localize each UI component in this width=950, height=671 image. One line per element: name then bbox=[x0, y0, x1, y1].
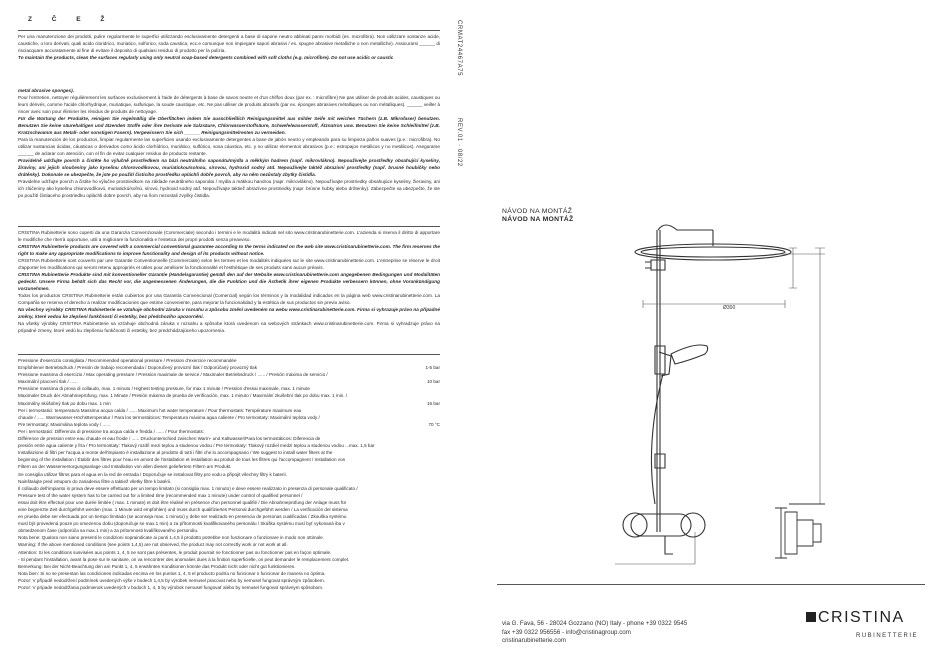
spec-text: Attention: Si les conditions susvisées aux points 1, 4, 5 ne sont pas présentes, le produit pourrait ne fonctionner pas ou fonctionner pas en façon optimale. bbox=[18, 549, 332, 555]
divider bbox=[18, 354, 440, 355]
spec-line bbox=[18, 577, 440, 584]
spec-text: Pressione d'esercizio consigliata / Recommended operational pressure / Pression d'exercice recommandée bbox=[18, 358, 237, 363]
care-para-es: Para la manutención de los productos, limpiar regularmente las superficies usando exclusivamente detergentes a base de jabón neutro y empleando para su limpieza paños suaves (p.e.: microfibra). No utilizar sustancias ácidas, cáusticas o derivados como ácido clorhídrico, muriático, sulfúrico, sosa cáustica, etc. y no utilizar elementos abrasivos (p.e.: estropajos metálicos y no metálicos). Asegurarse ______ de aclarar con atención, con el fin de evitar cualquier residuo de producto restante. bbox=[18, 137, 440, 156]
dim-height bbox=[815, 248, 825, 504]
warranty-para-sk: Na všetky výrobky CRISTINA Rubinetterie sa vzťahuje obchodná záruka v rozsahu a spôsobe ktorá uvedenom na webových stránkach www.cristinarubinetterie.com. Firma si vyhradzuje právo na prípadné zmeny, ktoré vedú ku zlepšeniu funkčnosti či estetiky, bez predchádzajúceho upozornenia. bbox=[18, 321, 440, 333]
brand-subtitle: RUBINETTERIE bbox=[856, 633, 919, 639]
spec-text: eine begrenzte Zeit durchgeführt werden (max. 1 Minute wird empfohlen) und muss durch qualifiziertes Personal durchgeführt werden / La verificación del sistema bbox=[18, 506, 348, 512]
spec-text: Nainštalujte pred vstupom do zariadenia filtre a taktiež všetky filtre k batérii. bbox=[18, 478, 172, 484]
warranty-para-fr: CRISTINA Rubinetterie sont couverts par une Garantie Conventionnelle (Commerciale) selon les termes et les modalités indiquées sur le site www.cristinarubinetterie.com. L'entreprise se réserve le droit d'apporter les modifications qui seront retenu appropriés et utiles pour améliorer la fonctionnalité et l'esthétique de ses produits sans aucun préavis. bbox=[18, 258, 440, 270]
spec-value: 16 bar bbox=[426, 400, 440, 406]
dim-head-width bbox=[643, 300, 785, 308]
spec-line bbox=[18, 364, 440, 371]
spec-text: Maximaler Druck der Abnahmeprüfung, max. 1 Minute / Presión máxima de prueba de verificación, max. 1 minuto / Maximální zkušební tlak po dobu max. 1 min. / bbox=[18, 393, 348, 399]
spec-value: 1-5 bar bbox=[425, 365, 440, 371]
spec-line bbox=[18, 392, 440, 399]
spec-list bbox=[18, 357, 440, 591]
website: cristinarubinetterie.com bbox=[502, 637, 566, 645]
spec-text: Per i termostatici: temperatura Massima acqua calda / ...... Maximum hot water temperature / Pour thermostats: Température maximum eau bbox=[18, 407, 302, 413]
spec-text: essai doit être effectué pour une durée limitée ( max. 1 minute) et doit être réalisé en présence d'un personnel qualifié / Die Abnahmeprüfung der Anlage muss für bbox=[18, 499, 347, 505]
spec-line bbox=[18, 563, 440, 570]
spec-value: 70 °C bbox=[428, 421, 440, 427]
head-width-label: Ø300 bbox=[723, 305, 736, 311]
care-para-en: To maintain the products, clean the surfaces regularly using only neutral soap-based detergents combined with soft cloths (e.g. microfibre). Do not use acidic or caustic bbox=[18, 55, 394, 60]
spec-text: presión entre agua caliente y fría / Pro termostaty: Tlakový rozdíl mezi teplou a studenou vodou / Pre termostaty: Tlakový rozdiel medzi teplou a studenou vodou ...max. 1,5 bar bbox=[18, 443, 375, 449]
spec-line bbox=[18, 485, 440, 492]
spec-text: en prueba debe ser efectuada por un tiempo limitado (se aconseja max. 1 minuto) y debe ser realizado en presencia de personas cualificadas / Zkouška systému bbox=[18, 514, 347, 520]
spec-line bbox=[18, 435, 440, 442]
instructions-line1: NÁVOD NA MONTÁŽ bbox=[502, 208, 573, 215]
warranty-section bbox=[18, 224, 440, 334]
instructions-line2: NÁVOD NA MONTÁŽ bbox=[502, 216, 574, 223]
spec-line bbox=[18, 449, 440, 456]
spec-text: Pozor: V případě nedodržení podmínek uvedených výše v bodech 1,4,5 by výrobek nemusel pracovat nebo by nemusel fungovat správným způsobem. bbox=[18, 577, 325, 583]
care-para-en-end: metal abrasive sponges). bbox=[18, 88, 75, 93]
spec-line bbox=[18, 478, 440, 485]
spec-text: Pre termostaty: Maximálna teplota vody / ...... bbox=[18, 421, 111, 427]
spec-line bbox=[18, 513, 440, 520]
spec-line bbox=[18, 527, 440, 534]
spec-text: Per i termostatici: Differenza di pressione tra acqua calda e fredda / ...... / Pour thermostats: bbox=[18, 428, 205, 434]
spec-text: Maximální pracovní tlak / ...... bbox=[18, 379, 78, 385]
spec-line bbox=[18, 442, 440, 449]
spec-text: obmedzenom čase (odporúča sa max.1 min) a za prítomnosti kvalifikovaného personálu. bbox=[18, 528, 199, 534]
spec-line bbox=[18, 378, 440, 385]
spec-line bbox=[18, 407, 440, 414]
doc-code-vertical bbox=[452, 20, 466, 210]
spec-value: 10 bar bbox=[426, 379, 440, 385]
warranty-para-it: CRISTINA Rubinetterie sono coperti da una Garanzia Convenzionale (Commerciale) secondo i termini e le modalità indicati nel sito www.cristinarubinetterie.com. L'azienda si riserva il diritto di apportare le modifiche che riterrà opportune, utili a migliorare la funzionalità e l'estetica dei propri prodotti senza preavviso. bbox=[18, 230, 440, 242]
spec-line bbox=[18, 534, 440, 541]
contact-info bbox=[502, 620, 687, 646]
specs-section bbox=[18, 352, 440, 591]
spec-text: Pressione massima di esercizio / Max operating pressure / Pression maximale de service / Maximaler Betriebsdruck / ...... / Presión máxima de servicio / bbox=[18, 372, 328, 378]
shower-diagram bbox=[495, 224, 935, 584]
spec-line bbox=[18, 428, 440, 435]
spec-text: Bemerkung: Bei der Nicht-Beachtung den am Punkt 1, 4, 5 erwähnten Konditionen könnte das Produkt nicht oder nicht gut funktionieren. bbox=[18, 563, 296, 569]
spec-line bbox=[18, 400, 440, 407]
side-detail-view bbox=[775, 504, 825, 558]
address: via G. Fava, 56 - 28024 Gozzano (NO) Italy - phone +39 0322 9545 bbox=[502, 620, 688, 627]
spec-text: Il collaudo dell'impianto in prova deve essere effettuato per un tempo limitato (si consiglia max. 1 minuto) e deve essere realizzato in presenza di personale qualificato / bbox=[18, 485, 358, 491]
spec-text: Empfohlener Betriebsdruck / Presión de trabajo recomendada / Doporučený provozní tlak / Odporúčaný provozný tlak bbox=[18, 365, 258, 371]
spec-line bbox=[18, 414, 440, 421]
language-header: Z Č E Ž bbox=[28, 16, 114, 23]
spec-line bbox=[18, 549, 440, 556]
mixer-body bbox=[631, 514, 691, 536]
logo-square-icon bbox=[806, 612, 816, 622]
diverter-knob bbox=[651, 260, 665, 270]
spec-text: Pozor: V prípade nedodržania podmienok uvedených v bodoch 1, 4, 5 by výrobok nemusel fungovať alebo by nemusel fungovať správnym spôsobom. bbox=[18, 585, 324, 590]
spec-text: chaude / ...... Warmwasser-Höchsttemperatur / Para los termostáticos: Temperatura máxima agua caliente / Pro termostaty: Maximální teplota vody / bbox=[18, 414, 320, 420]
warranty-para-cz: Na všechny výrobky CRISTINA Rubinetterie se vztahuje obchodní záruka v rozsahu a způsobu změní uvedeném na webu www.cristinarubinetterie.com. Firma si vyhrazuje právo na případné změny, které vedou ke zlepšení funkčnosti či estetiky, bez předchozího upozornění. bbox=[18, 307, 440, 319]
spec-line bbox=[18, 385, 440, 392]
spec-line bbox=[18, 584, 440, 591]
spec-line bbox=[18, 506, 440, 513]
spec-line bbox=[18, 463, 440, 470]
spec-line bbox=[18, 421, 440, 428]
spec-text: Pressure test of the water system has to be carried out for a limited time (recommended max 1 minute) under control of qualified personnel / bbox=[18, 492, 303, 498]
spec-line bbox=[18, 541, 440, 548]
hand-shower-icon bbox=[671, 345, 708, 364]
spec-text: Filtern an der Wasserversorgungsanlage und Installation von allen diesen geliefertem Filtern am Produkt. bbox=[18, 464, 232, 470]
shower-arm bbox=[658, 225, 713, 230]
care-section bbox=[18, 14, 440, 199]
warranty-para-es: Todos los productos CRISTINA Rubinetterie están cubiertos por una Garantía Convencional (Comercial) según los términos y la modalidad indicados en la página web www.cristinarubinetterie.com. La Compañía se reserva el derecho a realizar modificaciones que estime conveniente, para mejorar la funcionalidad y la estética de sus productos sin previo aviso. bbox=[18, 293, 440, 305]
spec-line bbox=[18, 357, 440, 364]
spec-text: beginning of the installation / Établir des filtres pour l'eau en amont de l'installation et installation au produit de tous les filtres qui l'accompagnent / Installation von bbox=[18, 457, 346, 463]
care-para-fr: Pour l'entretien, nettoyer régulièrement les surfaces exclusivement à l'aide de détergents à base de savon neutre et d'un chiffon doux (par ex. : microfibre) Ne pas utiliser de produits acides, caustiques ou leurs dérivés, comme l'acide chlorhydrique, muriatique, sulfurique, la soude caustique, etc. Ne pas utiliser de produits abrasifs (par ex. éponges abrasives métalliques ou non métalliques). ______ veiller à rincer avec soin pour éliminer les résidus de produits de nettoyage. bbox=[18, 95, 440, 114]
spec-text: Nota bien: Si no se presentan las condiciones indicadas encima en los puntos 1, 4, 5 el producto podría no funcionar o funcionar de manera no óptima. bbox=[18, 570, 326, 576]
care-para-de: Für die Wartung der Produkte, reinigen Sie regelmäßig die Oberflächen indem Sie ausschließlich Reinigungsmittel aus milder Seife mit weichen Tüchern (z.B. Mikrofaser) benutzen. Benutzen Sie keine säurehaltigen und ätzenden Stoffe oder ihre Derivate wie Salzsäure, Chlorwasserstoffsäure, Schwefelwasserstoff, Ätznatron usw. Benutzen Sie keine Schleifmittel (z.B. Kratzschwamm aus Metall- oder sonstigen Fasern). Vergewissern Sie sich ______ Reinigungsmittelresten zu vermeiden. bbox=[18, 116, 440, 135]
spec-text: Différence de pression entre eau chaude et eau froide / ...... Druckunterschied zwischen Warm- und Kaltwasser/Para los termostáticos: Diferencia de bbox=[18, 436, 321, 442]
spec-line bbox=[18, 471, 440, 478]
spec-line bbox=[18, 456, 440, 463]
spec-text: Nota bene: Qualora non siano presenti le condizioni sopraindicate ai punti 1,4,5 il prodotto potrebbe non funzionare o funzionare in modo non ottimale. bbox=[18, 535, 324, 541]
spec-line bbox=[18, 492, 440, 499]
divider bbox=[18, 226, 440, 227]
brand-name: CRISTINA bbox=[818, 609, 905, 626]
spec-line bbox=[18, 520, 440, 527]
spec-text: Maximálny skúšobný tlak po dobu max. 1 min bbox=[18, 400, 111, 406]
spec-text: Pressione massima di prova di collaudo, max. 1 minuto / Highest testing pressure, for max 1 minute / Pression d'essai maximale, max. 1 minute bbox=[18, 386, 310, 392]
spec-line bbox=[18, 499, 440, 506]
instructions-title bbox=[502, 208, 573, 224]
care-para-sk: Pravidelne udržujte povrch a čistite ho výlučne prostriedkom na základe neutrálneho saponátu / mydla a mäkkou handrou (napr. mikrovlákno). Nepoužívajte prostriedky obsahujúce kyseliny, žieraviny, ani ich zlúčeniny ako kyselinu chlorovodíkovú, muriatickú/soľnú, sírovú, hydroxid sodný atď. Nepoužívajte taktiež abrazívne prostriedky (napr. brúsne hubky alebo drôtenky). Zabezpečte sa ubezpečte, že ste po použití čistiaceho prostriedku opláchli dobre povrch, aby na ňom nezostali zvyšky čistidla. bbox=[18, 179, 440, 198]
spec-text: musí být provedená pouze po omezenou dobu (doporučuje se max.1 min) a za přítomnosti kvalifikovaného personálu / Skúška systému musí byť vykonaná iba v bbox=[18, 521, 345, 527]
spec-line bbox=[18, 570, 440, 577]
care-para-cz: Pravidelně udržujte povrch a čistěte ho výlučně prostředkem na bázi neutrálního saponátu/mýdla a měkkým hadrem (např. mikrovlákno). Nepoužívejte prostředky obsahující kyseliny, žíraviny, ani jejich sloučeniny jako kyselinu chlorovodíkovou, muriatickou/solnou, sírovou, hydroxid sodný atd. Nepoužívejte taktéž abrazivní prostředky (např. brusné houbičky nebo drátěnky). Dokonale se ubezpečte, že jste po použití čisticího prostředku opláchli dobře povrch, aby na něm nezůstaly zbytky čistidla. bbox=[18, 158, 440, 177]
footer-divider bbox=[497, 584, 925, 585]
revision: REV.01 · 08/22 bbox=[456, 118, 462, 167]
doc-code: CRMAT24467A75 bbox=[456, 20, 462, 77]
spec-text: Se consiglia utilizar filtros para el agua en la red de entrada / Doporučuje se instalovat filtry pro vodu a připojit všechny filtry k baterii. bbox=[18, 471, 287, 477]
spec-text: Installazione di filtri per l'acqua a monte dell'impianto è installazione al prodotto di tutti i filtri che lo accompagnano / We suggest to install water filters at the bbox=[18, 450, 333, 456]
spec-line bbox=[18, 556, 440, 563]
spec-line bbox=[18, 371, 440, 378]
care-para-it: Per una manutenzione dei prodotti, pulire regolarmente le superfici utilizzando esclusivamente detergenti a base di sapone neutro abbinati panni morbidi (es. microfibra). Non utilizzare sostanze acide, caustiche, o loro derivati, quali acido cloridrico, muriatico, solforico, soda caustica, ecc.e comunque non impiegare sapori abrasivi / es. spugne abrasive metalliche o non metalliche). Assicurarsi ______ di risciacquare accuratamente al fine di evitare il deposito di qualsiasi residuo di prodotto per la pulizia. bbox=[18, 34, 440, 53]
warranty-para-de: CRISTINA Rubinetterie Produkte sind mit konventioneller Garantie (Handelsgarantie) gemäß den auf der Website www.cristinarubinetterie.com angegebenen Bedingungen und Modalitäten gedeckt. Unsere Firma behält sich das Recht vor, die angemessenen Änderungen, die die Funktion und die Ästhetik ihrer eigenen Produkte verbessern können, ohne Vorankündigung vorzunehmen. bbox=[18, 272, 440, 291]
mixer-knob-right bbox=[681, 513, 705, 537]
shower-head-icon bbox=[635, 244, 791, 260]
warranty-para-en: CRISTINA Rubinetterie products are covered with a commercial conventional guarantee according to the terms indicated on the web site www.cristinarubinetterie.com. The firm reserves the right to make any appropriate modifications to improve functionality and design of its products without notice. bbox=[18, 244, 440, 256]
fax-email: fax +39 0322 956556 - info@cristinagroup.com bbox=[502, 628, 631, 636]
spec-text: Warning: If the above mentioned conditions (see points 1,4,5) are not observed, the product may not correctly work or not work at all. bbox=[18, 542, 288, 548]
spec-text: - Si pendant l'installation, avant la pose sur le sanitaire, on va rencontrer des anomalies dues à la finition superficielle, on peut demander le remplacement complet. bbox=[18, 556, 350, 562]
divider bbox=[18, 30, 440, 31]
